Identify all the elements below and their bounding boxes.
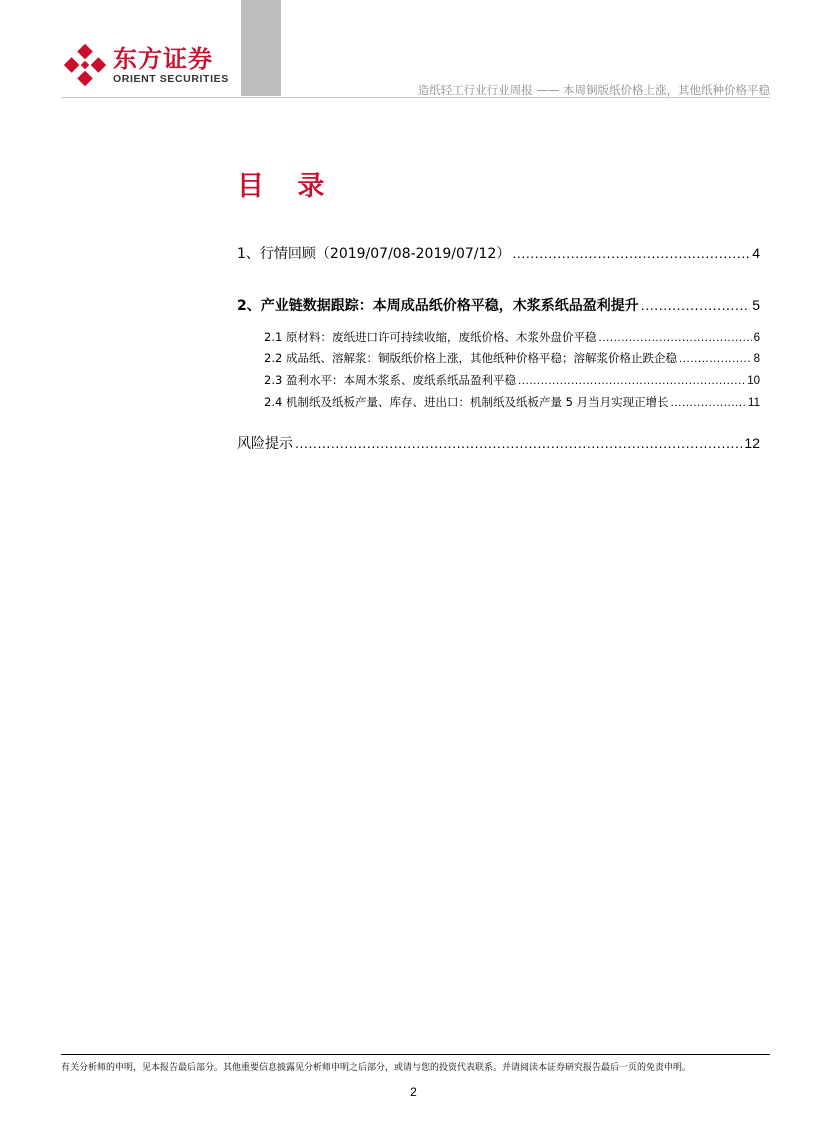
header-divider <box>61 97 770 98</box>
toc-entry-text: 2.1 原材料：废纸进口许可持续收缩，废纸价格、木浆外盘价平稳 <box>264 330 597 344</box>
footer-divider <box>61 1054 770 1055</box>
logo-chinese-name: 东方证券 <box>113 44 213 73</box>
toc-leader-dots <box>598 332 751 344</box>
toc-leader-dots <box>671 397 746 409</box>
toc-page-number: 5 <box>752 297 760 313</box>
toc-page-number: 11 <box>748 397 760 409</box>
toc-entry-text: 2.3 盈利水平：本周木浆系、废纸系纸品盈利平稳 <box>264 373 516 387</box>
header-gray-tab <box>241 0 281 96</box>
footer-disclaimer: 有关分析师的申明，见本报告最后部分。其他重要信息披露见分析师申明之后部分，或请与您的投资代表联系。并请阅读本证券研究报告最后一页的免责申明。 <box>61 1063 692 1073</box>
toc-entry-text: 1、行情回顾（2019/07/08-2019/07/12） <box>237 246 511 262</box>
toc-entry-risk[interactable] <box>237 433 760 453</box>
toc-entry-1[interactable] <box>237 243 760 263</box>
toc-entry-2-1[interactable] <box>264 329 760 345</box>
toc-entry-text: 风险提示 <box>237 436 293 452</box>
toc-page-number: 6 <box>753 332 760 344</box>
toc-leader-dots <box>295 435 742 451</box>
toc-page-number: 8 <box>753 353 760 365</box>
toc-entry-text: 2.2 成品纸、溶解浆：铜版纸价格上涨，其他纸种价格平稳；溶解浆价格止跌企稳 <box>264 351 677 365</box>
toc-page-number: 10 <box>747 375 760 387</box>
page-number: 2 <box>410 1085 417 1099</box>
toc-entry-2[interactable] <box>237 295 760 315</box>
logo-english-name: ORIENT SECURITIES <box>113 72 229 85</box>
toc-entry-2-3[interactable] <box>264 372 760 388</box>
toc-entry-text: 2.4 机制纸及纸板产量、库存、进出口：机制纸及纸板产量 5 月当月实现正增长 <box>264 395 669 409</box>
toc-page-number: 12 <box>744 435 760 451</box>
toc-leader-dots <box>641 297 750 313</box>
toc-leader-dots <box>512 245 750 261</box>
toc-page-number: 4 <box>752 245 760 261</box>
toc-entry-2-4[interactable] <box>264 394 760 410</box>
toc-entry-2-2[interactable] <box>264 350 760 366</box>
report-title: 造纸轻工行业行业周报 —— 本周铜版纸价格上涨，其他纸种价格平稳 <box>417 83 770 97</box>
toc-leader-dots <box>518 375 745 387</box>
company-logo <box>61 41 229 89</box>
toc-title: 目 录 <box>237 171 337 202</box>
toc-entry-text: 2、产业链数据跟踪：本周成品纸价格平稳，木浆系纸品盈利提升 <box>237 298 639 314</box>
toc-leader-dots <box>679 353 752 365</box>
orient-securities-logo-icon <box>61 41 109 89</box>
